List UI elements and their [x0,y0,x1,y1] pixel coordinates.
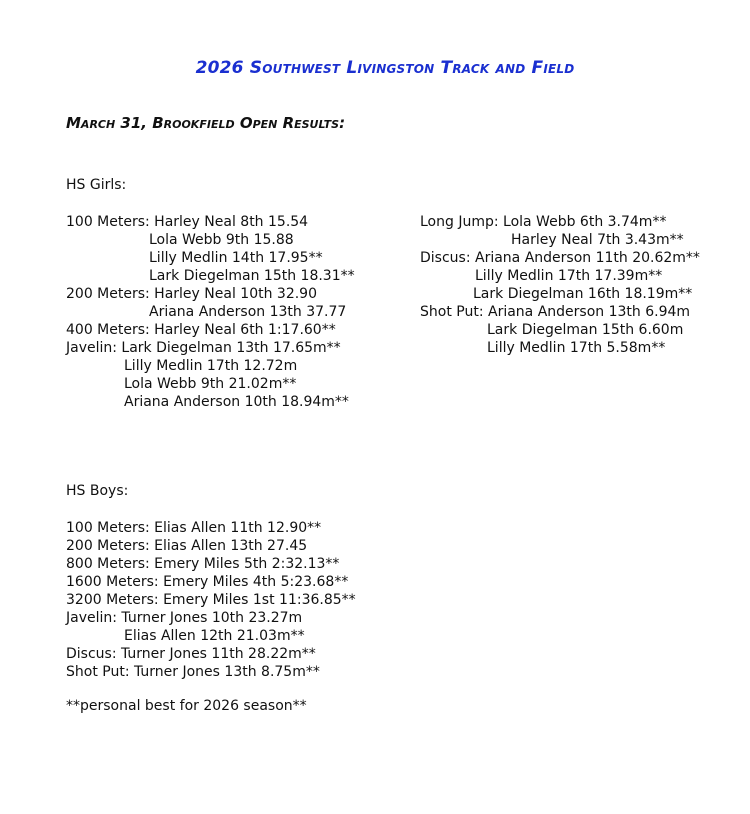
result-line: Javelin: Turner Jones 10th 23.27m [66,610,303,626]
result-line: Lilly Medlin 17th 5.58m** [487,340,666,356]
result-line: Lilly Medlin 17th 17.39m** [475,268,663,284]
result-line: 1600 Meters: Emery Miles 4th 5:23.68** [66,574,349,590]
result-line: 100 Meters: Elias Allen 11th 12.90** [66,520,322,536]
result-line: Javelin: Lark Diegelman 13th 17.65m** [66,340,341,356]
result-line: 200 Meters: Harley Neal 10th 32.90 [66,286,317,302]
result-line: Ariana Anderson 13th 37.77 [149,304,347,320]
result-line: Discus: Ariana Anderson 11th 20.62m** [420,250,700,266]
result-line: Elias Allen 12th 21.03m** [124,628,305,644]
result-line: Lilly Medlin 17th 12.72m [124,358,298,374]
result-line: Lark Diegelman 15th 6.60m [487,322,684,338]
result-line: 3200 Meters: Emery Miles 1st 11:36.85** [66,592,356,608]
result-line: Lola Webb 9th 15.88 [149,232,294,248]
result-line: Shot Put: Turner Jones 13th 8.75m** [66,664,320,680]
result-line: Discus: Turner Jones 11th 28.22m** [66,646,316,662]
result-line: 100 Meters: Harley Neal 8th 15.54 [66,214,309,230]
result-line: Shot Put: Ariana Anderson 13th 6.94m [420,304,691,320]
meet-subtitle: March 31, Brookfield Open Results: [66,114,346,132]
page-title: 2026 Southwest Livingston Track and Field [195,58,575,78]
result-line: Harley Neal 7th 3.43m** [511,232,684,248]
result-line: Lark Diegelman 16th 18.19m** [473,286,693,302]
result-line: 400 Meters: Harley Neal 6th 1:17.60** [66,322,336,338]
result-line: Long Jump: Lola Webb 6th 3.74m** [420,214,667,230]
boys-heading: HS Boys: [66,483,129,499]
personal-best-footnote: **personal best for 2026 season** [66,698,307,714]
result-line: Lola Webb 9th 21.02m** [124,376,297,392]
result-line: 200 Meters: Elias Allen 13th 27.45 [66,538,308,554]
result-line: 800 Meters: Emery Miles 5th 2:32.13** [66,556,340,572]
result-line: Ariana Anderson 10th 18.94m** [124,394,349,410]
result-line: Lilly Medlin 14th 17.95** [149,250,323,266]
girls-heading: HS Girls: [66,177,127,193]
result-line: Lark Diegelman 15th 18.31** [149,268,355,284]
